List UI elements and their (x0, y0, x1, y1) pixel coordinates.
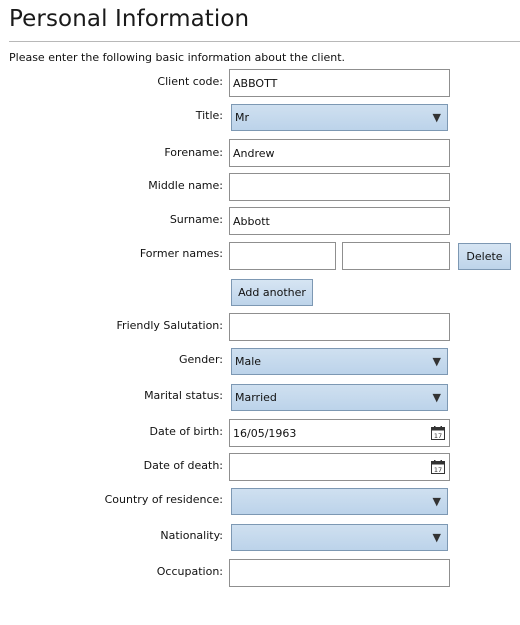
gender-select-value: Male (235, 355, 262, 368)
chevron-down-icon: ▼ (432, 111, 441, 124)
chevron-down-icon: ▼ (432, 391, 441, 404)
delete-former-name-button[interactable]: Delete (458, 243, 511, 270)
date-of-death-label: Date of death: (143, 459, 223, 472)
svg-text:17: 17 (433, 466, 443, 474)
former-name-second-input[interactable] (342, 242, 450, 270)
date-of-birth-label: Date of birth: (149, 425, 223, 438)
forename-label: Forename: (164, 146, 223, 159)
middle-name-label: Middle name: (148, 179, 223, 192)
occupation-label: Occupation: (156, 565, 223, 578)
marital-status-label: Marital status: (144, 389, 223, 402)
calendar-icon[interactable] (431, 460, 445, 474)
title-select-value: Mr (235, 111, 250, 124)
intro-text: Please enter the following basic information about the client. (9, 51, 346, 64)
chevron-down-icon: ▼ (432, 531, 441, 544)
nationality-label: Nationality: (160, 529, 223, 542)
surname-label: Surname: (169, 213, 223, 226)
nationality-select[interactable] (231, 524, 448, 551)
page-title: Personal Information (9, 6, 250, 32)
friendly-salutation-input[interactable] (229, 313, 450, 341)
gender-select[interactable] (231, 348, 448, 375)
title-divider (9, 41, 520, 42)
country-of-residence-label: Country of residence: (104, 493, 223, 506)
country-of-residence-select[interactable] (231, 488, 448, 515)
date-of-death-input[interactable] (229, 453, 450, 481)
calendar-icon[interactable] (431, 426, 445, 440)
surname-input[interactable] (229, 207, 450, 235)
svg-text:17: 17 (433, 432, 443, 440)
chevron-down-icon: ▼ (432, 495, 441, 508)
marital-status-select-value: Married (235, 391, 277, 404)
add-another-button[interactable]: Add another (231, 279, 313, 306)
title-select[interactable] (231, 104, 448, 131)
gender-label: Gender: (178, 353, 223, 366)
occupation-input[interactable] (229, 559, 450, 587)
former-names-label: Former names: (139, 247, 223, 260)
marital-status-select[interactable] (231, 384, 448, 411)
client-code-label: Client code: (157, 75, 223, 88)
forename-input[interactable] (229, 139, 450, 167)
client-code-input[interactable] (229, 69, 450, 97)
friendly-salutation-label: Friendly Salutation: (116, 319, 223, 332)
title-label: Title: (195, 109, 223, 122)
former-name-first-input[interactable] (229, 242, 336, 270)
middle-name-input[interactable] (229, 173, 450, 201)
chevron-down-icon: ▼ (432, 355, 441, 368)
date-of-birth-input[interactable] (229, 419, 450, 447)
